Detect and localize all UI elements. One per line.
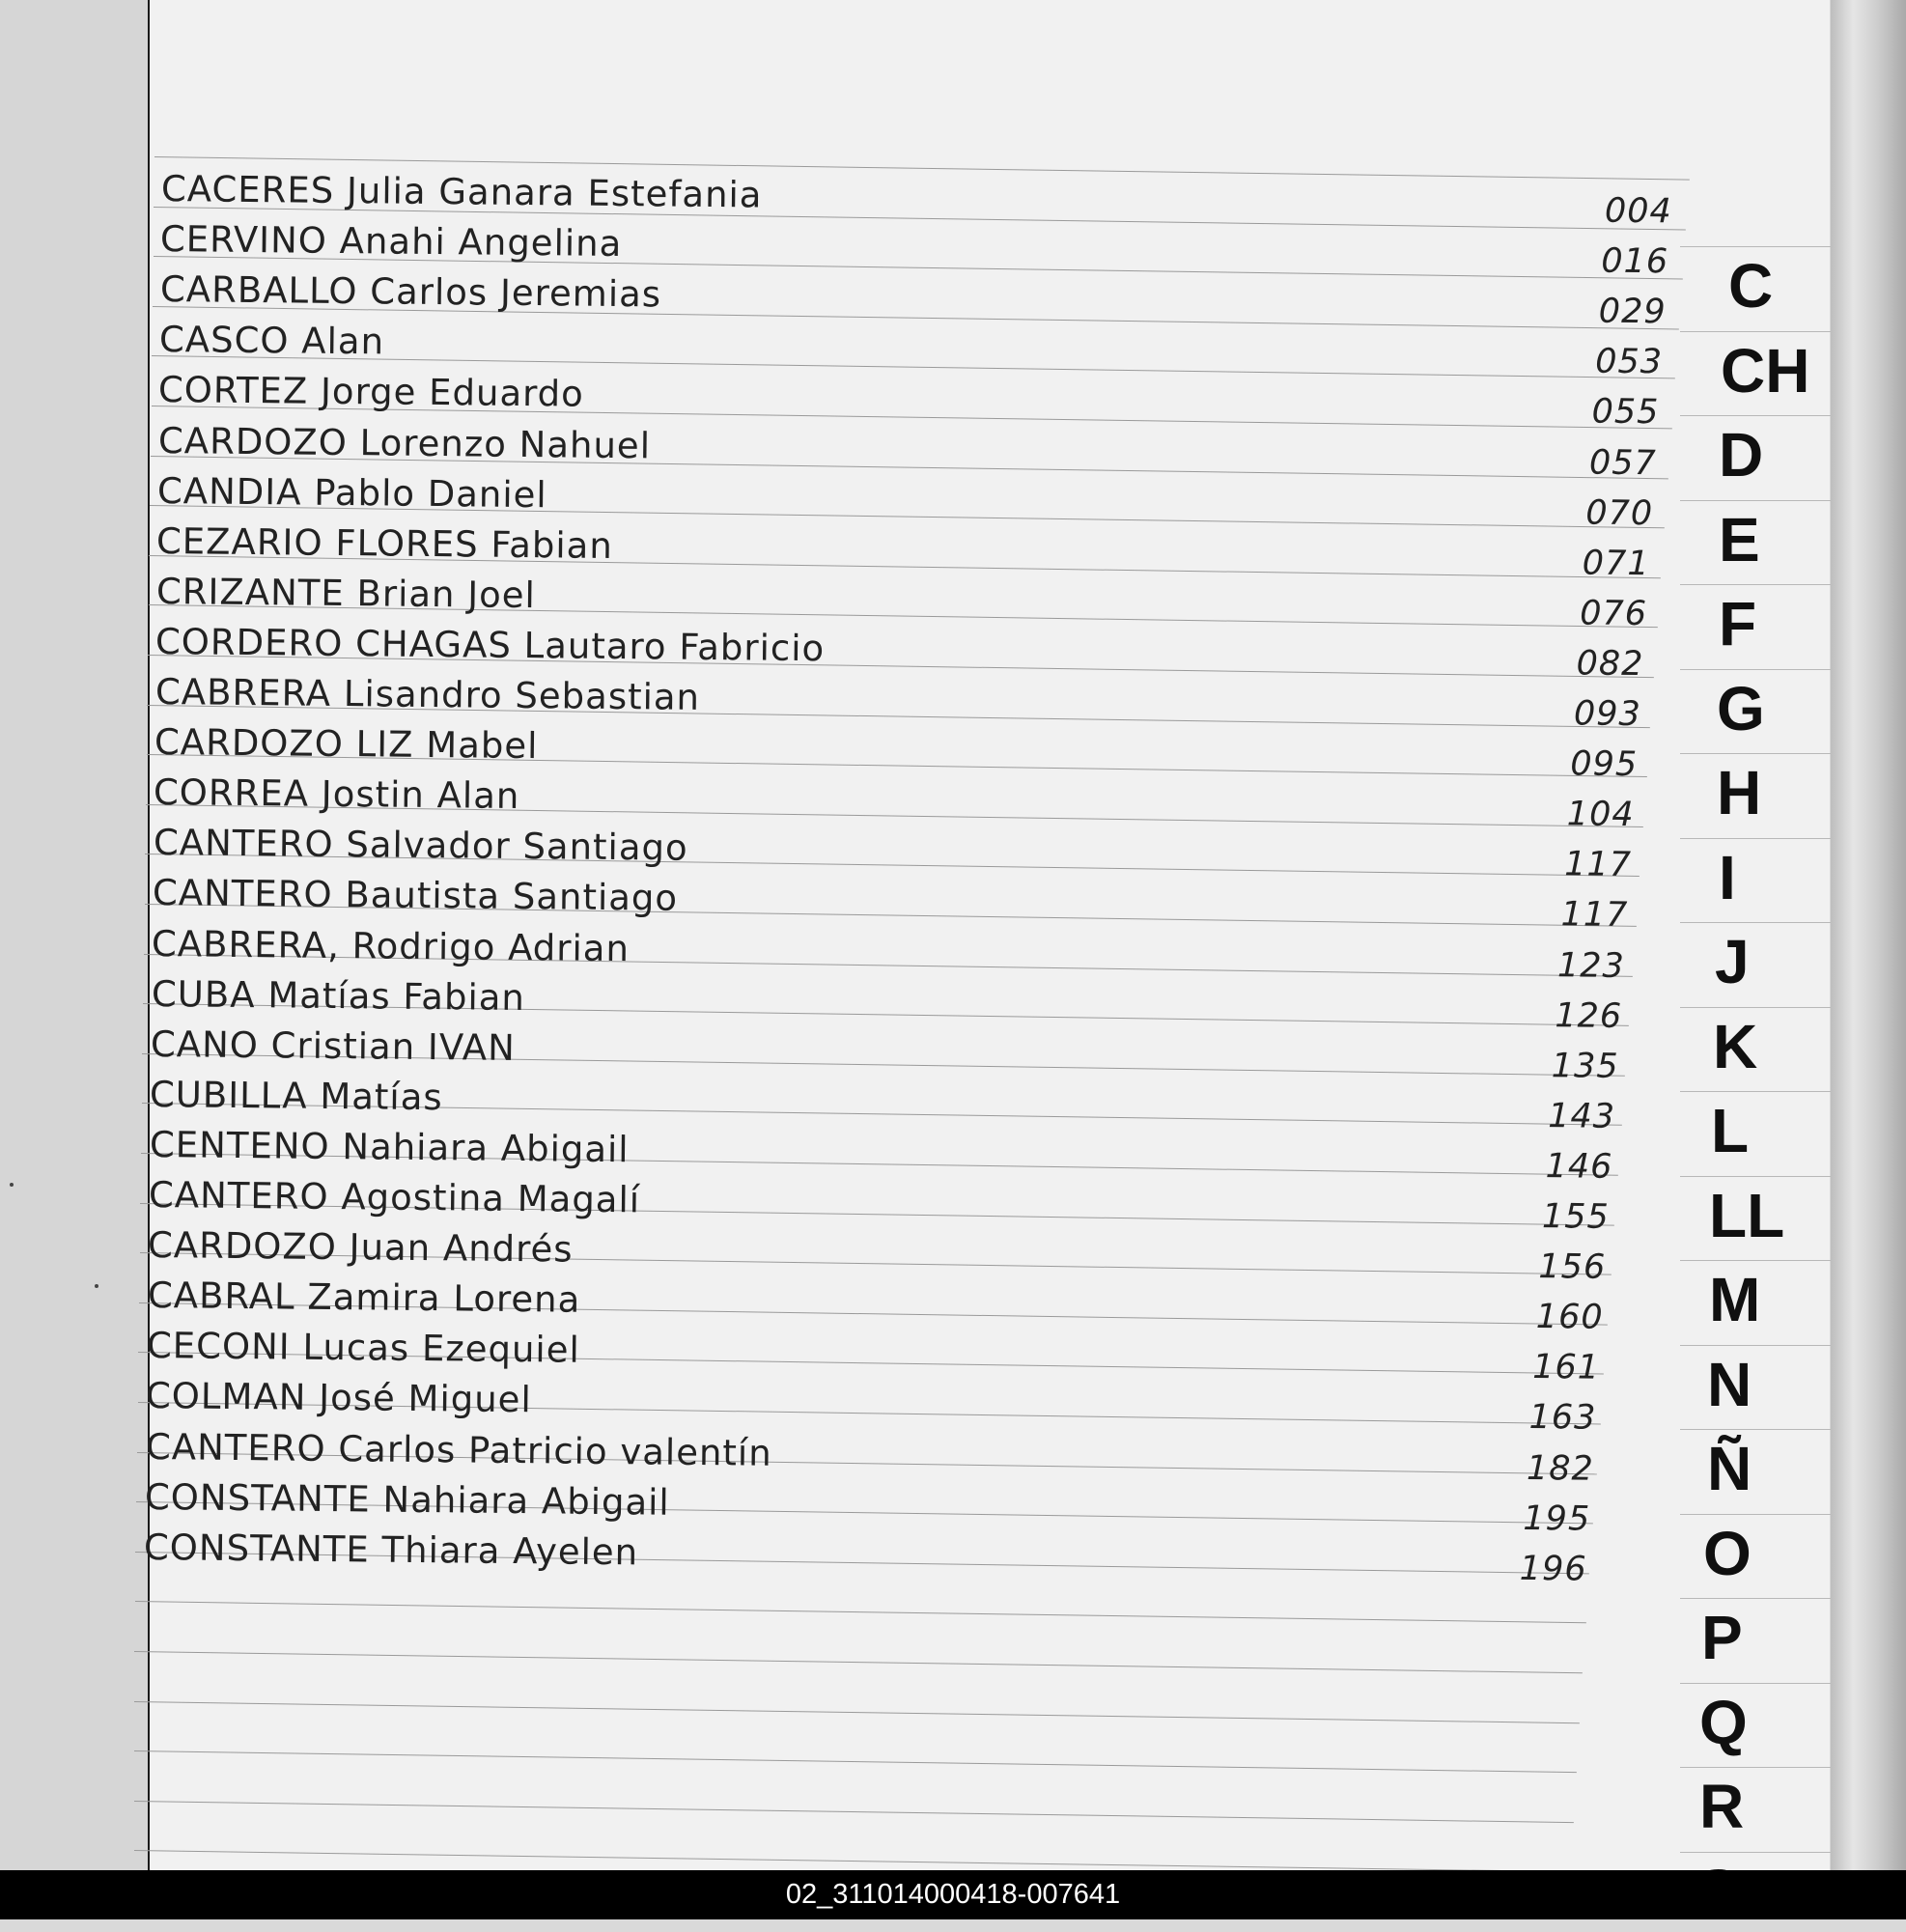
- entry-number: 057: [1588, 443, 1657, 483]
- index-tab-e[interactable]: [1680, 500, 1831, 580]
- index-tab-letter: K: [1713, 1011, 1758, 1081]
- student-name: CORREA Jostin Alan: [153, 771, 520, 818]
- index-tab-ñ[interactable]: [1680, 1429, 1831, 1509]
- student-name: CANDIA Pablo Daniel: [156, 469, 548, 516]
- index-tab-letter: R: [1699, 1772, 1745, 1841]
- ruled-paper-sheet: [144, 0, 1830, 1870]
- index-tab-m[interactable]: [1680, 1260, 1831, 1340]
- entry-number: 082: [1576, 644, 1644, 685]
- entry-number: 146: [1545, 1147, 1613, 1187]
- entry-number: 055: [1591, 392, 1661, 433]
- entry-number: 104: [1566, 795, 1636, 835]
- index-tab-letter: Q: [1699, 1687, 1748, 1757]
- entry-number: 071: [1583, 544, 1651, 583]
- index-tab-l[interactable]: [1680, 1091, 1831, 1171]
- student-name: CARDOZO Juan Andrés: [148, 1224, 575, 1271]
- student-name: CECONI Lucas Ezequiel: [146, 1325, 581, 1371]
- student-name: CONSTANTE Thiara Ayelen: [144, 1526, 639, 1574]
- student-name: CABRAL Zamira Lorena: [147, 1274, 581, 1321]
- student-name: CUBA Matías Fabian: [151, 972, 525, 1019]
- index-tab-letter: Ñ: [1707, 1434, 1752, 1503]
- entry-number: 070: [1585, 493, 1654, 533]
- index-tab-letter: G: [1717, 673, 1765, 743]
- alphabet-index-tabs: [1680, 246, 1835, 1873]
- index-tab-letter: O: [1703, 1518, 1752, 1588]
- student-name: CACERES Julia Ganara Estefania: [160, 168, 763, 216]
- index-tab-c[interactable]: [1680, 246, 1831, 326]
- ruled-line: [134, 1701, 1580, 1723]
- ruled-line: [134, 1850, 1571, 1872]
- index-tab-letter: C: [1728, 251, 1774, 321]
- student-name: CANTERO Bautista Santiago: [152, 872, 679, 920]
- student-name: CORDERO CHAGAS Lautaro Fabricio: [154, 620, 826, 670]
- student-name: CARBALLO Carlos Jeremias: [159, 268, 661, 316]
- ruled-line: [134, 1651, 1583, 1673]
- index-tab-letter: J: [1715, 927, 1750, 996]
- entry-number: 117: [1560, 895, 1629, 936]
- index-tab-letter: N: [1707, 1349, 1752, 1419]
- student-name: CASCO Alan: [158, 319, 385, 363]
- student-name: COLMAN José Miguel: [146, 1375, 533, 1421]
- entry-number: 160: [1535, 1298, 1604, 1337]
- student-name: CABRERA Lisandro Sebastian: [154, 671, 700, 718]
- entry-number: 196: [1520, 1549, 1588, 1589]
- ruled-line: [134, 1750, 1577, 1773]
- entry-number: 161: [1532, 1348, 1601, 1388]
- student-name: CUBILLA Matías: [150, 1073, 444, 1118]
- entry-number: 095: [1570, 744, 1639, 785]
- student-name: CORTEZ Jorge Eduardo: [158, 369, 585, 416]
- entry-number: 156: [1538, 1247, 1607, 1287]
- entry-number: 143: [1548, 1096, 1616, 1136]
- entry-number: 195: [1523, 1498, 1591, 1539]
- index-tab-letter: M: [1709, 1265, 1761, 1334]
- index-tab-j[interactable]: [1680, 922, 1831, 1002]
- student-name: CENTENO Nahiara Abigail: [149, 1123, 630, 1171]
- index-tab-letter: D: [1719, 420, 1764, 490]
- index-tab-q[interactable]: [1680, 1683, 1831, 1763]
- index-tab-ch[interactable]: [1680, 331, 1831, 411]
- index-tab-letter: L: [1711, 1096, 1750, 1165]
- student-name: CABRERA, Rodrigo Adrian: [151, 922, 631, 969]
- index-tab-h[interactable]: [1680, 753, 1831, 833]
- image-caption: 02_311014000418-007641: [0, 1870, 1906, 1919]
- entry-number: 053: [1595, 342, 1664, 382]
- ruled-line: [134, 1801, 1574, 1823]
- index-tab-letter: E: [1719, 504, 1760, 574]
- index-tab-d[interactable]: [1680, 415, 1831, 495]
- entry-number: 016: [1601, 241, 1669, 282]
- index-tab-ll[interactable]: [1680, 1176, 1831, 1256]
- index-tab-g[interactable]: [1680, 669, 1831, 749]
- index-tab-i[interactable]: [1680, 838, 1831, 918]
- index-tab-letter: I: [1719, 842, 1736, 912]
- entry-number: 004: [1604, 191, 1673, 232]
- scan-speck: [95, 1284, 98, 1288]
- index-tab-o[interactable]: [1680, 1514, 1831, 1594]
- index-tab-letter: F: [1719, 589, 1757, 658]
- ruled-line: [135, 1601, 1586, 1623]
- index-tab-letter: CH: [1721, 335, 1810, 406]
- index-tab-r[interactable]: [1680, 1767, 1831, 1847]
- student-name: CANTERO Carlos Patricio valentín: [145, 1425, 772, 1474]
- student-name: CANTERO Agostina Magalí: [148, 1174, 641, 1221]
- entry-number: 182: [1526, 1448, 1594, 1489]
- entry-number: 123: [1557, 945, 1626, 986]
- index-tab-f[interactable]: [1680, 584, 1831, 664]
- student-name: CRIZANTE Brian Joel: [155, 570, 536, 616]
- student-name: CANTERO Salvador Santiago: [153, 822, 688, 870]
- student-name: CERVINO Anahi Angelina: [160, 218, 623, 266]
- index-tab-p[interactable]: [1680, 1598, 1831, 1678]
- binder-spine: [1831, 0, 1906, 1870]
- entry-number: 135: [1551, 1046, 1619, 1086]
- student-name: CARDOZO Lorenzo Nahuel: [157, 419, 651, 466]
- student-name: CEZARIO FLORES Fabian: [156, 519, 614, 567]
- entry-number: 076: [1579, 594, 1648, 633]
- index-tab-n[interactable]: [1680, 1345, 1831, 1425]
- index-tab-k[interactable]: [1680, 1007, 1831, 1087]
- index-tab-letter: P: [1701, 1603, 1743, 1672]
- index-tab-letter: LL: [1709, 1180, 1785, 1250]
- entry-number: 155: [1541, 1197, 1611, 1237]
- student-name: CONSTANTE Nahiara Abigail: [144, 1475, 671, 1524]
- student-name: CARDOZO LIZ Mabel: [154, 721, 539, 768]
- entry-number: 126: [1554, 995, 1623, 1036]
- entry-number: 029: [1598, 292, 1667, 332]
- index-tab-letter: H: [1717, 758, 1762, 827]
- student-name: CANO Cristian IVAN: [150, 1022, 516, 1069]
- entry-number: 093: [1573, 694, 1641, 735]
- scan-speck: [10, 1183, 14, 1187]
- entry-number: 163: [1528, 1398, 1598, 1439]
- entry-number: 117: [1563, 845, 1632, 885]
